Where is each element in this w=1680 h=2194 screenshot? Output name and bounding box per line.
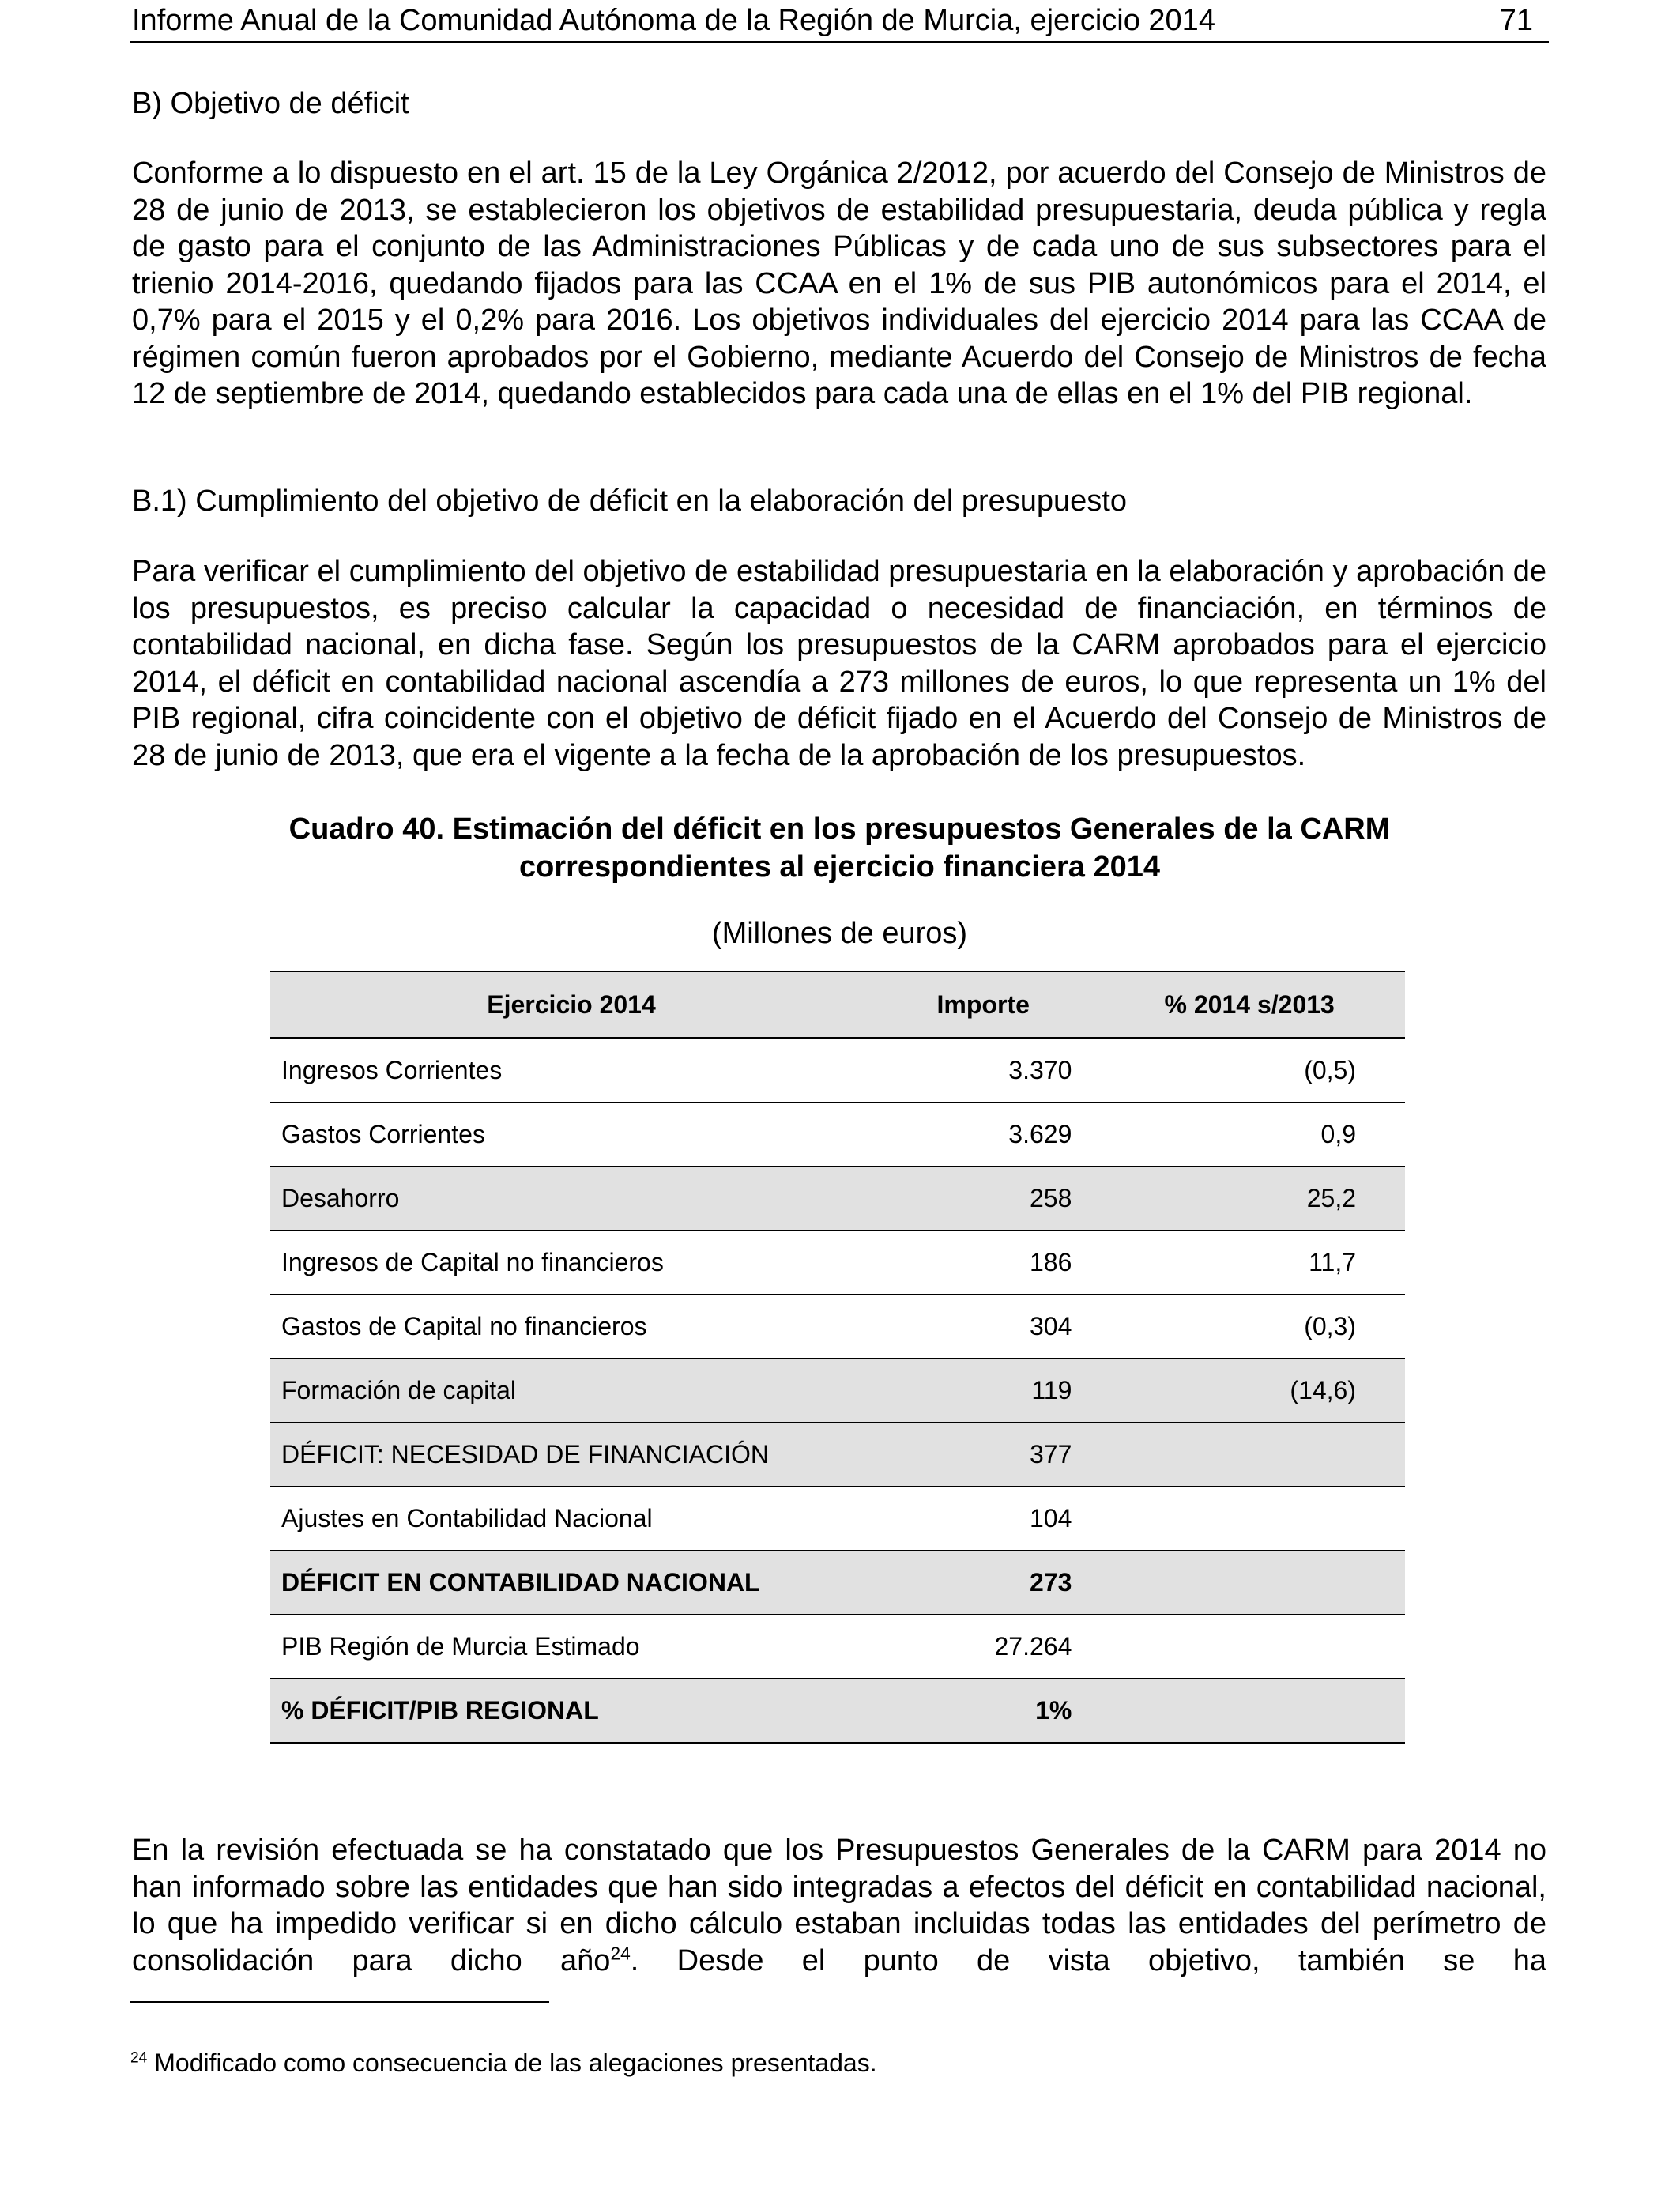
- table-row: [270, 1487, 1405, 1551]
- row-amount: 104: [1029, 1503, 1072, 1532]
- table-row: [270, 1423, 1405, 1487]
- footnote-number: 24: [130, 2049, 148, 2067]
- table-units: (Millones de euros): [711, 917, 968, 950]
- row-amount: 27.264: [994, 1631, 1072, 1661]
- footnote: [130, 2047, 877, 2079]
- row-concept: Ingresos Corrientes: [281, 1055, 503, 1084]
- row-concept: Gastos de Capital no financieros: [281, 1311, 647, 1340]
- row-amount: 304: [1029, 1311, 1072, 1340]
- table-row: [270, 1167, 1405, 1231]
- section-b1-paragraph: Para verificar el cumplimiento del objetivo de estabilidad presupuestaria en la elaboración y aprobación de los presupuestos, es preciso calcular la capacidad o necesidad de financiación, en términos de contabilidad nacional, en dicha fase. Según los presupuestos de la CARM aprobados para el ejercicio 2014, el déficit en contabilidad nacional ascendía a 273 millones de euros, lo que representa un 1% del PIB regional, cifra coincidente con el objetivo de déficit fijado en el Acuerdo del Consejo de Ministros de 28 de junio de 2013, que era el vigente a la fecha de la aprobación de los presupuestos.: [132, 555, 1546, 772]
- page-number: 71: [1499, 4, 1533, 37]
- row-percent: [1094, 1487, 1405, 1551]
- row-percent: 11,7: [1309, 1247, 1356, 1276]
- page-header: [130, 0, 1549, 43]
- table-row: [270, 1679, 1405, 1744]
- footnote-reference[interactable]: 24: [610, 1942, 631, 1963]
- row-percent: 0,9: [1320, 1119, 1356, 1148]
- column-header-amount: Importe: [872, 971, 1094, 1038]
- footnote-separator: [130, 2001, 549, 2003]
- row-percent: [1094, 1423, 1405, 1487]
- footnote-text: Modificado como consecuencia de las alegaciones presentadas.: [154, 2049, 877, 2077]
- closing-text-start: En la revisión efectuada se ha constatado que los Presupuestos Generales de la CARM para 2014 no han informado sobre las entidades que han sido integradas a efectos del déficit en contabilidad nacional, lo que ha impedido verificar si en dicho cálculo estaban incluidas todas las entidades del perímetro de consolidación para dicho año: [132, 1834, 1546, 1977]
- row-percent: (0,3): [1304, 1311, 1356, 1340]
- row-percent: (0,5): [1304, 1055, 1356, 1084]
- table-row: [270, 1295, 1405, 1359]
- row-amount: 3.629: [1008, 1119, 1072, 1148]
- row-concept: Ajustes en Contabilidad Nacional: [281, 1503, 653, 1532]
- deficit-table: [270, 971, 1405, 1744]
- row-amount: 377: [1029, 1439, 1072, 1468]
- row-percent: [1094, 1615, 1405, 1679]
- table-caption-line2: correspondientes al ejercicio financiera 2014: [518, 850, 1161, 884]
- row-amount: 3.370: [1008, 1055, 1072, 1084]
- column-header-concept: Ejercicio 2014: [270, 971, 872, 1038]
- row-concept: PIB Región de Murcia Estimado: [281, 1631, 640, 1661]
- row-concept: Gastos Corrientes: [281, 1119, 485, 1148]
- row-amount: 119: [1031, 1375, 1072, 1404]
- row-percent: [1094, 1551, 1405, 1615]
- table-header-row: [270, 971, 1405, 1038]
- table-row: [270, 1615, 1405, 1679]
- column-header-percent: % 2014 s/2013: [1094, 971, 1405, 1038]
- section-b-paragraph: Conforme a lo dispuesto en el art. 15 de la Ley Orgánica 2/2012, por acuerdo del Consejo de Ministros de 28 de junio de 2013, se establecieron los objetivos de estabilidad presupuestaria, deuda pública y regla de gasto para el conjunto de las Administraciones Públicas y de cada uno de sus subsectores para el trienio 2014-2016, quedando fijados para las CCAA en el 1% de sus PIB autonómicos para el 2014, el 0,7% para el 2015 y el 0,2% para 2016. Los objetivos individuales del ejercicio 2014 para las CCAA de régimen común fueron aprobados por el Gobierno, mediante Acuerdo del Consejo de Ministros de fecha 12 de septiembre de 2014, quedando establecidos para cada una de ellas en el 1% del PIB regional.: [132, 156, 1546, 410]
- row-concept: Ingresos de Capital no financieros: [281, 1247, 664, 1276]
- row-concept: DÉFICIT: NECESIDAD DE FINANCIACIÓN: [281, 1439, 769, 1468]
- row-percent: [1094, 1679, 1405, 1744]
- row-concept: % DÉFICIT/PIB REGIONAL: [281, 1695, 599, 1725]
- row-amount: 186: [1029, 1247, 1072, 1276]
- row-amount: 1%: [1035, 1695, 1072, 1725]
- row-amount: 273: [1029, 1567, 1072, 1596]
- row-concept: Desahorro: [281, 1183, 400, 1212]
- header-title: Informe Anual de la Comunidad Autónoma de la Región de Murcia, ejercicio 2014: [132, 4, 1215, 37]
- closing-text-end: . Desde el punto de vista objetivo, también se ha: [630, 1943, 1546, 1977]
- row-amount: 258: [1029, 1183, 1072, 1212]
- closing-paragraph: [132, 1832, 1546, 1979]
- table-caption-line1: Cuadro 40. Estimación del déficit en los presupuestos Generales de la CARM: [288, 812, 1391, 846]
- table-row: [270, 1359, 1405, 1423]
- section-b1-heading: B.1) Cumplimiento del objetivo de déficit en la elaboración del presupuesto: [132, 484, 1127, 518]
- row-percent: (14,6): [1290, 1375, 1356, 1404]
- row-concept: Formación de capital: [281, 1375, 517, 1404]
- table-row: [270, 1103, 1405, 1167]
- table-row: [270, 1231, 1405, 1295]
- table-row: [270, 1551, 1405, 1615]
- section-b-heading: B) Objetivo de déficit: [132, 87, 409, 120]
- row-concept: DÉFICIT EN CONTABILIDAD NACIONAL: [281, 1567, 760, 1596]
- table-row: [270, 1038, 1405, 1103]
- row-percent: 25,2: [1306, 1183, 1356, 1212]
